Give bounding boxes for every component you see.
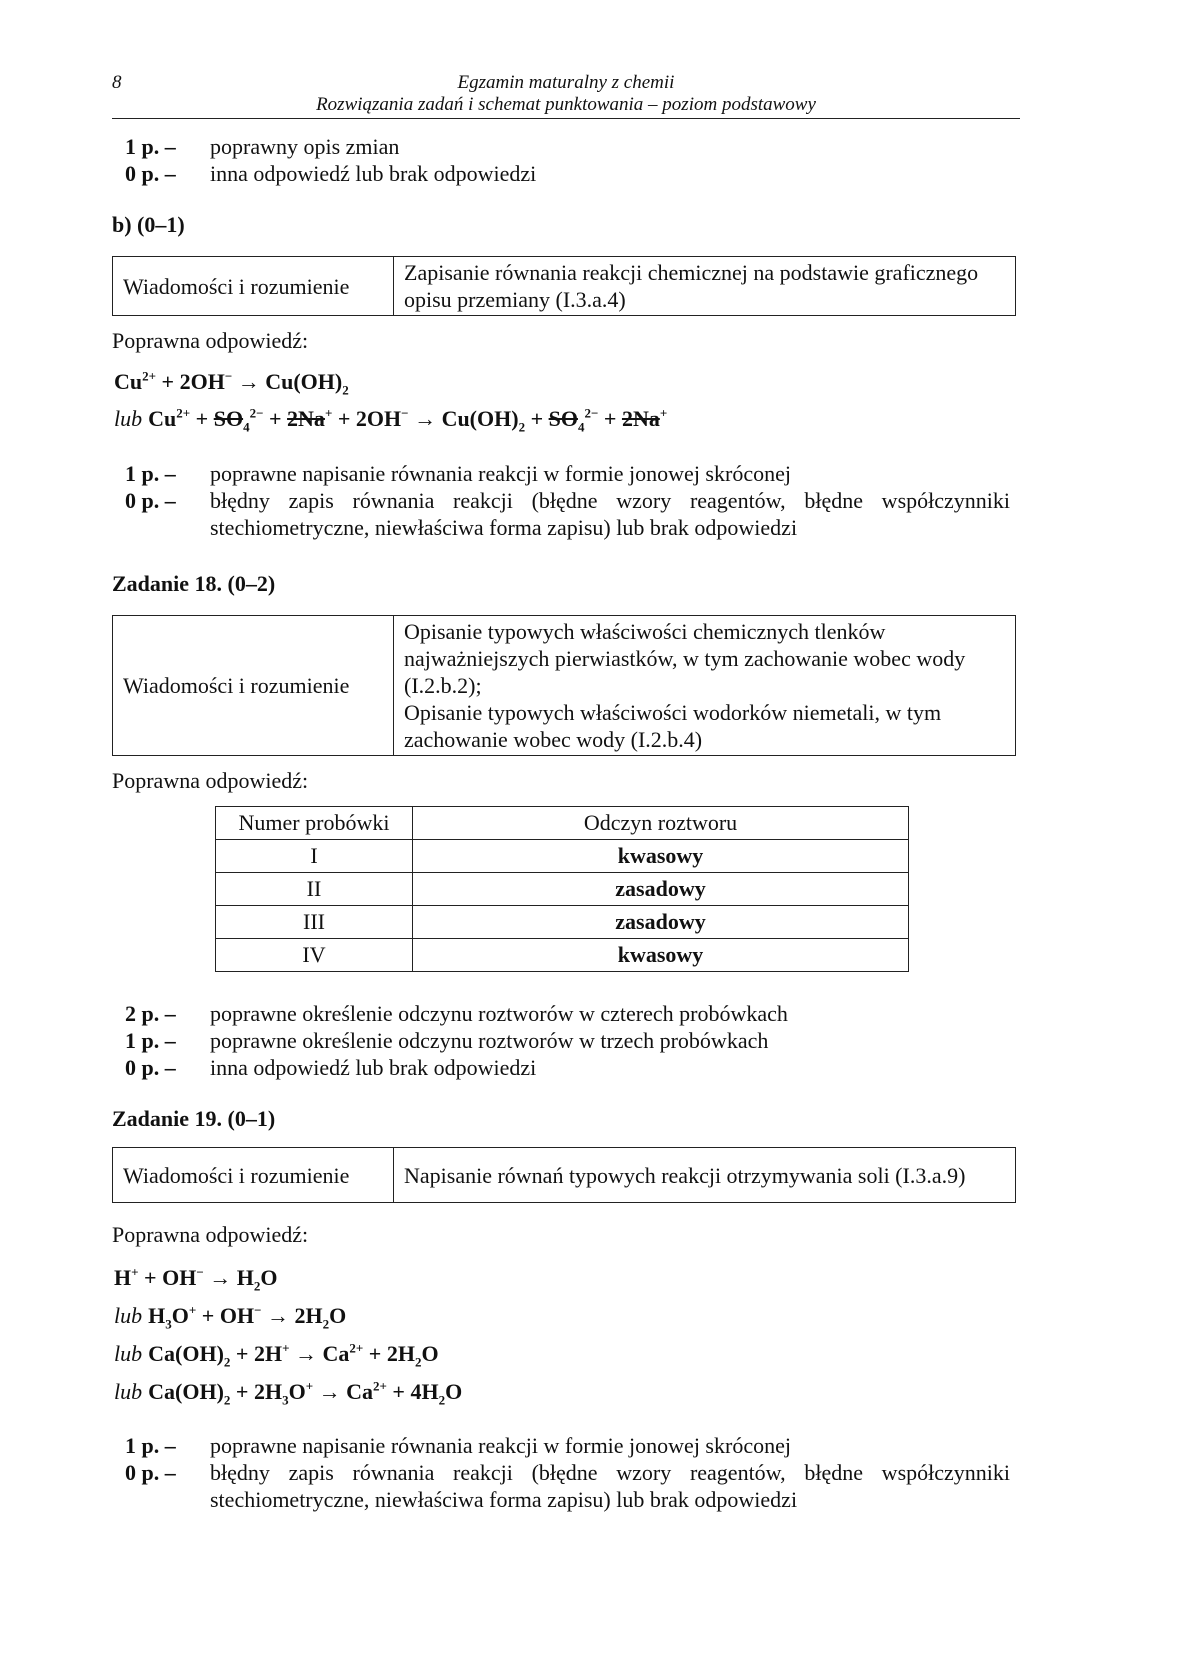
req-area: Wiadomości i rozumienie <box>113 616 394 756</box>
req-area: Wiadomości i rozumienie <box>113 257 394 316</box>
column-header: Odczyn roztworu <box>413 807 909 840</box>
req-description: Zapisanie równania reakcji chemicznej na podstawie graficznego opisu przemiany (I.3.a.4) <box>394 257 1016 316</box>
score-line: 0 p. – inna odpowiedź lub brak odpowiedzi <box>125 1055 537 1080</box>
requirements-table-b <box>112 256 1016 316</box>
column-header: Numer probówki <box>216 807 413 840</box>
score-line: 0 p. – błędny zapis równania reakcji (błędne wzory reagentów, błędne współczynniki stechiometryczne, niewłaściwa forma zapisu) lub brak odpowiedzi <box>125 1460 1010 1512</box>
equation-b1: $Cu^{2+} + 2OH^- \to Cu(OH)_2$ <box>114 368 349 398</box>
score-line: 1 p. – poprawne określenie odczynu roztworów w trzech probówkach <box>125 1028 769 1053</box>
results-header-row <box>216 807 909 840</box>
table-row: II zasadowy <box>216 873 909 906</box>
requirements-table-19 <box>112 1147 1016 1203</box>
header-subtitle: Rozwiązania zadań i schemat punktowania – poziom podstawowy <box>316 94 816 115</box>
table-row: III zasadowy <box>216 906 909 939</box>
score-line: 1 p. – poprawne napisanie równania reakcji w formie jonowej skróconej <box>125 461 791 486</box>
task19-title: Zadanie 19. (0–1) <box>112 1106 276 1131</box>
answer-label: Poprawna odpowiedź: <box>112 328 309 353</box>
req-description: Napisanie równań typowych reakcji otrzymywania soli (I.3.a.9) <box>394 1148 1016 1203</box>
part-b-title: b) (0–1) <box>112 212 185 237</box>
score-line: 0 p. – inna odpowiedź lub brak odpowiedzi <box>125 161 537 186</box>
results-table <box>215 806 909 972</box>
score-line: 1 p. – poprawny opis zmian <box>125 134 400 159</box>
score-line: 2 p. – poprawne określenie odczynu roztworów w czterech probówkach <box>125 1001 788 1026</box>
score-line: 0 p. – błędny zapis równania reakcji (błędne wzory reagentów, błędne współczynniki stechiometryczne, niewłaściwa forma zapisu) lub brak odpowiedzi <box>125 488 1010 540</box>
score-line: 1 p. – poprawne napisanie równania reakcji w formie jonowej skróconej <box>125 1433 791 1458</box>
equation-b2: lub $Cu^{2+} + SO_4^{2-} + 2Na^+ + 2OH^- \to Cu(OH)_2 + SO_4^{2-} + 2Na^+$ <box>114 405 668 435</box>
task18-title: Zadanie 18. (0–2) <box>112 571 276 596</box>
requirements-table-18 <box>112 615 1016 756</box>
equation-19-2: lub $H_3O^+ + OH^- \to 2H_2O$ <box>114 1302 347 1332</box>
page-header <box>112 70 1020 119</box>
header-title: Egzamin maturalny z chemii <box>457 72 675 93</box>
equation-19-3: lub $Ca(OH)_2 + 2H^+ \to Ca^{2+} + 2H_2O$ <box>114 1340 439 1370</box>
equation-19-1: $H^+ + OH^- \to H_2O$ <box>114 1264 278 1294</box>
req-area: Wiadomości i rozumienie <box>113 1148 394 1203</box>
page-number: 8 <box>112 72 122 93</box>
table-row: I kwasowy <box>216 840 909 873</box>
req-description-2: Opisanie typowych właściwości wodorków niemetali, w tym zachowanie wobec wody (I.2.b.4) <box>404 700 942 752</box>
answer-label: Poprawna odpowiedź: <box>112 1222 309 1247</box>
answer-label: Poprawna odpowiedź: <box>112 768 309 793</box>
table-row: IV kwasowy <box>216 939 909 972</box>
req-description-1: Opisanie typowych właściwości chemicznych tlenków najważniejszych pierwiastków, w tym zachowanie wobec wody (I.2.b.2); <box>404 619 966 698</box>
equation-19-4: lub $Ca(OH)_2 + 2H_3O^+ \to Ca^{2+} + 4H_2O$ <box>114 1378 463 1408</box>
